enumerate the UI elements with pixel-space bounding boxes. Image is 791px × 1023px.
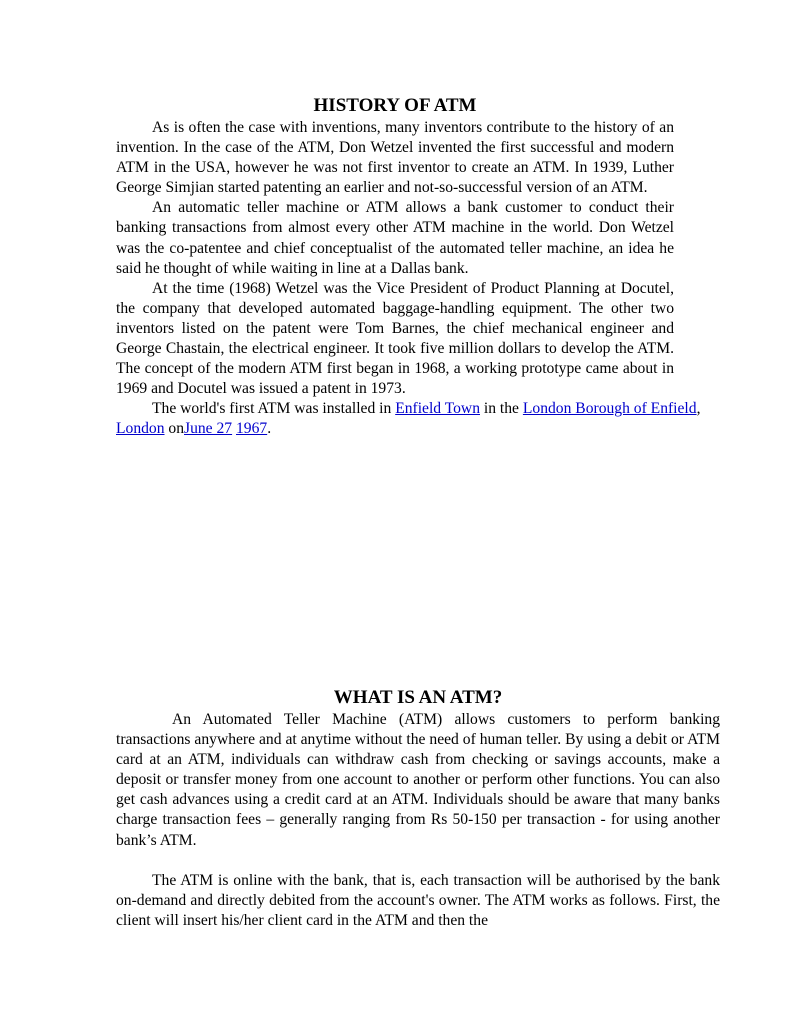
p4-text-6: . [267,420,272,438]
what-is-paragraph-1: An Automated Teller Machine (ATM) allows customers to perform banking transactions anywhere and at anytime without the need of human teller. By using a debit or ATM card at an ATM, individuals can withdraw cash from checking or savings accounts, make a deposit or transfer money from one account to another or perform other functions. You can also get cash advances using a credit card at an ATM. Individuals should be aware that many banks charge transaction fees – generally ranging from Rs 50-150 per transaction - for using another bank’s ATM. [116,711,720,849]
history-section [116,118,701,440]
p4-text-3: , [696,400,701,418]
link-june-27[interactable]: June 27 [184,420,233,438]
link-enfield-town[interactable]: Enfield Town [395,400,480,418]
what-is-atm-title: WHAT IS AN ATM? [333,687,503,708]
what-is-atm-section [116,710,720,931]
link-london-borough-of-enfield[interactable]: London Borough of Enfield [522,400,697,418]
link-london[interactable]: London [116,420,165,438]
history-paragraph-1: As is often the case with inventions, many inventors contribute to the history of an invention. In the case of the ATM, Don Wetzel invented the first successful and modern ATM in the USA, however he was not first inventor to create an ATM. In 1939, Luther George Simjian started patenting an earlier and not-so-successful version of an ATM. [116,119,674,197]
what-is-paragraph-2: The ATM is online with the bank, that is, each transaction will be authorised by the bank on-demand and directly debited from the account's owner. The ATM works as follows. First, the client will insert his/her client card in the ATM and then the [116,871,720,929]
p4-text-4: on [164,420,185,438]
history-paragraph-4 [116,399,720,439]
history-paragraph-2: An automatic teller machine or ATM allows a bank customer to conduct their banking transactions from almost every other ATM machine in the world. Don Wetzel was the co-patentee and chief conceptualist of the automated teller machine, an idea he said he thought of while waiting in line at a Dallas bank. [116,199,674,277]
p4-text-2: in the [480,400,523,418]
link-1967[interactable]: 1967 [236,420,268,438]
history-paragraph-3: At the time (1968) Wetzel was the Vice President of Product Planning at Docutel, the company that developed automated baggage-handling equipment. The other two inventors listed on the patent were Tom Barnes, the chief mechanical engineer and George Chastain, the electrical engineer. It took five million dollars to develop the ATM. The concept of the modern ATM first began in 1968, a working prototype came about in 1969 and Docutel was issued a patent in 1973. [116,279,674,398]
history-title: HISTORY OF ATM [313,95,477,116]
p4-text-1: The world's first ATM was installed in [152,400,396,418]
